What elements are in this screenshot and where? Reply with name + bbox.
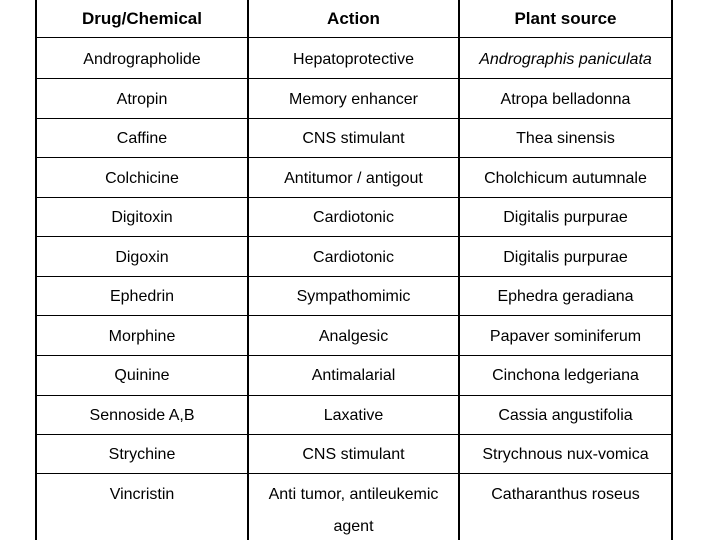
plant-source-cell: Andrographis paniculata	[479, 51, 652, 68]
plant-source-cell: Thea sinensis	[516, 130, 615, 147]
row-divider	[36, 197, 673, 198]
drug-cell: Digitoxin	[111, 209, 173, 226]
column-header-drug: Drug/Chemical	[82, 9, 202, 28]
plant-source-cell: Catharanthus roseus	[491, 486, 640, 503]
row-divider	[36, 118, 673, 119]
action-cell: Memory enhancer	[289, 91, 418, 108]
drug-cell: Caffine	[116, 130, 168, 147]
action-cell: CNS stimulant	[302, 446, 405, 463]
action-cell: Hepatoprotective	[293, 51, 414, 68]
plant-source-cell: Digitalis purpurae	[503, 249, 628, 266]
drug-cell: Digoxin	[115, 249, 169, 266]
drug-cell: Morphine	[108, 328, 176, 345]
drug-cell: Sennoside A,B	[89, 407, 195, 424]
drug-cell: Ephedrin	[109, 288, 175, 305]
row-divider	[36, 236, 673, 237]
drug-cell: Vincristin	[109, 486, 175, 503]
action-cell: Laxative	[323, 407, 384, 424]
row-divider	[36, 395, 673, 396]
row-divider	[36, 434, 673, 435]
row-divider	[36, 473, 673, 474]
action-cell: Sympathomimic	[296, 288, 411, 305]
row-divider	[36, 37, 673, 38]
drug-cell: Quinine	[114, 367, 170, 384]
action-cell: Antitumor / antigout	[284, 170, 423, 187]
action-cell: Analgesic	[318, 328, 389, 345]
drug-cell: Strychine	[108, 446, 176, 463]
drug-cell: Colchicine	[105, 170, 179, 187]
plant-source-cell: Atropa belladonna	[500, 91, 631, 108]
row-divider	[36, 276, 673, 277]
row-divider	[36, 78, 673, 79]
action-cell: Anti tumor, antileukemic	[268, 486, 439, 503]
plant-source-cell: Papaver sominiferum	[489, 328, 642, 345]
plant-source-cell: Digitalis purpurae	[503, 209, 628, 226]
plant-source-cell: Ephedra geradiana	[497, 288, 634, 305]
plant-source-cell: Strychnous nux-vomica	[482, 446, 649, 463]
drug-cell: Andrographolide	[83, 51, 201, 68]
plant-source-cell: Cinchona ledgeriana	[492, 367, 639, 384]
action-cell: Cardiotonic	[313, 209, 394, 226]
drug-cell: Atropin	[116, 91, 168, 108]
table-border-right	[671, 0, 673, 540]
plant-source-cell: Cholchicum autumnale	[484, 170, 647, 187]
action-cell: CNS stimulant	[302, 130, 405, 147]
row-divider	[36, 157, 673, 158]
plant-source-cell: Cassia angustifolia	[498, 407, 633, 424]
column-header-action: Action	[327, 9, 380, 28]
action-cell: Cardiotonic	[313, 249, 394, 266]
action-cell-continuation: agent	[333, 518, 374, 535]
row-divider	[36, 315, 673, 316]
row-divider	[36, 355, 673, 356]
column-header-plant-source: Plant source	[514, 9, 617, 28]
action-cell: Antimalarial	[311, 367, 396, 384]
